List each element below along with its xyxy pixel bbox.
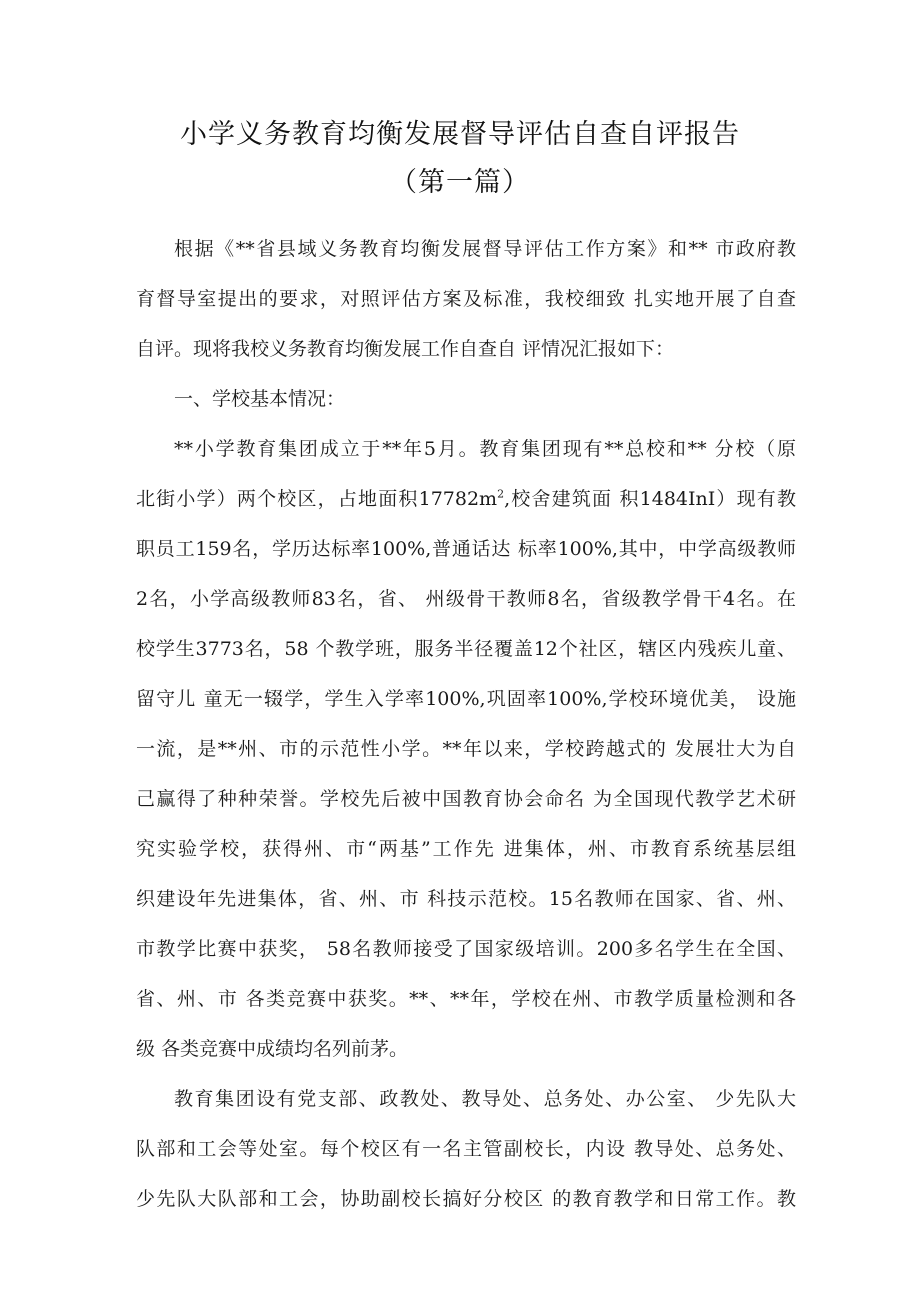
- paragraph2-line-head: 北街小学）两个校区，占地面积17782m: [136, 488, 498, 510]
- document-title: 小学义务教育均衡发展督导评估自查自评报告: [180, 119, 740, 150]
- paragraph2-line: 己赢得了种种荣誉。学校先后被中国教育协会命名 为全国现代教学艺术研: [136, 788, 796, 810]
- paragraph3-line: 少先队大队部和工会，协助副校长搞好分校区 的教育教学和日常工作。教: [136, 1188, 796, 1210]
- document-subtitle: （第一篇）: [390, 167, 530, 198]
- paragraph2-line: **小学教育集团成立于**年5月。教育集团现有**总校和** 分校（原: [174, 438, 796, 460]
- paragraph1-line: 育督导室提出的要求，对照评估方案及标准，我校细致 扎实地开展了自查: [136, 288, 796, 310]
- paragraph2-line: 一流，是**州、市的示范性小学。**年以来，学校跨越式的 发展壮大为自: [136, 738, 796, 760]
- paragraph2-line: 级 各类竞赛中成绩均名列前茅。: [136, 1038, 409, 1060]
- paragraph2-line: 省、州、市 各类竞赛中获奖。**、**年，学校在州、市教学质量检测和各: [136, 988, 796, 1010]
- paragraph2-line: 校学生3773名，58 个教学班，服务半径覆盖12个社区，辖区内残疾儿童、: [136, 638, 796, 660]
- paragraph2-line: 究实验学校，获得州、市“两基”工作先 进集体，州、市教育系统基层组: [136, 838, 796, 860]
- paragraph1-line: 自评。现将我校义务教育均衡发展工作自查自 评情况汇报如下：: [136, 338, 675, 360]
- paragraph2-line: 职员工159名，学历达标率100%,普通话达 标率100%,其中，中学高级教师: [136, 538, 796, 560]
- paragraph2-line: 留守儿 童无一辍学，学生入学率100%,巩固率100%,学校环境优美， 设施: [136, 688, 796, 710]
- paragraph3-line: 队部和工会等处室。每个校区有一名主管副校长，内设 教导处、总务处、: [136, 1138, 796, 1160]
- paragraph2-line: 织建设年先进集体，省、州、市 科技示范校。15名教师在国家、省、州、: [136, 888, 796, 910]
- paragraph1-line: 根据《**省县域义务教育均衡发展督导评估工作方案》和** 市政府教: [174, 238, 796, 260]
- paragraph2-line: 2名，小学高级教师83名，省、 州级骨干教师8名，省级教学骨干4名。在: [136, 588, 796, 610]
- paragraph2-line: [136, 486, 796, 512]
- superscript: 2: [497, 487, 505, 501]
- paragraph2-line: 市教学比赛中获奖， 58名教师接受了国家级培训。200多名学生在全国、: [136, 938, 796, 960]
- paragraph2-line-tail: ,校舍建筑面 积1484InI）现有教: [504, 488, 796, 510]
- section-heading: 一、学校基本情况：: [174, 388, 346, 410]
- paragraph3-line: 教育集团设有党支部、政教处、教导处、总务处、办公室、 少先队大: [174, 1088, 796, 1110]
